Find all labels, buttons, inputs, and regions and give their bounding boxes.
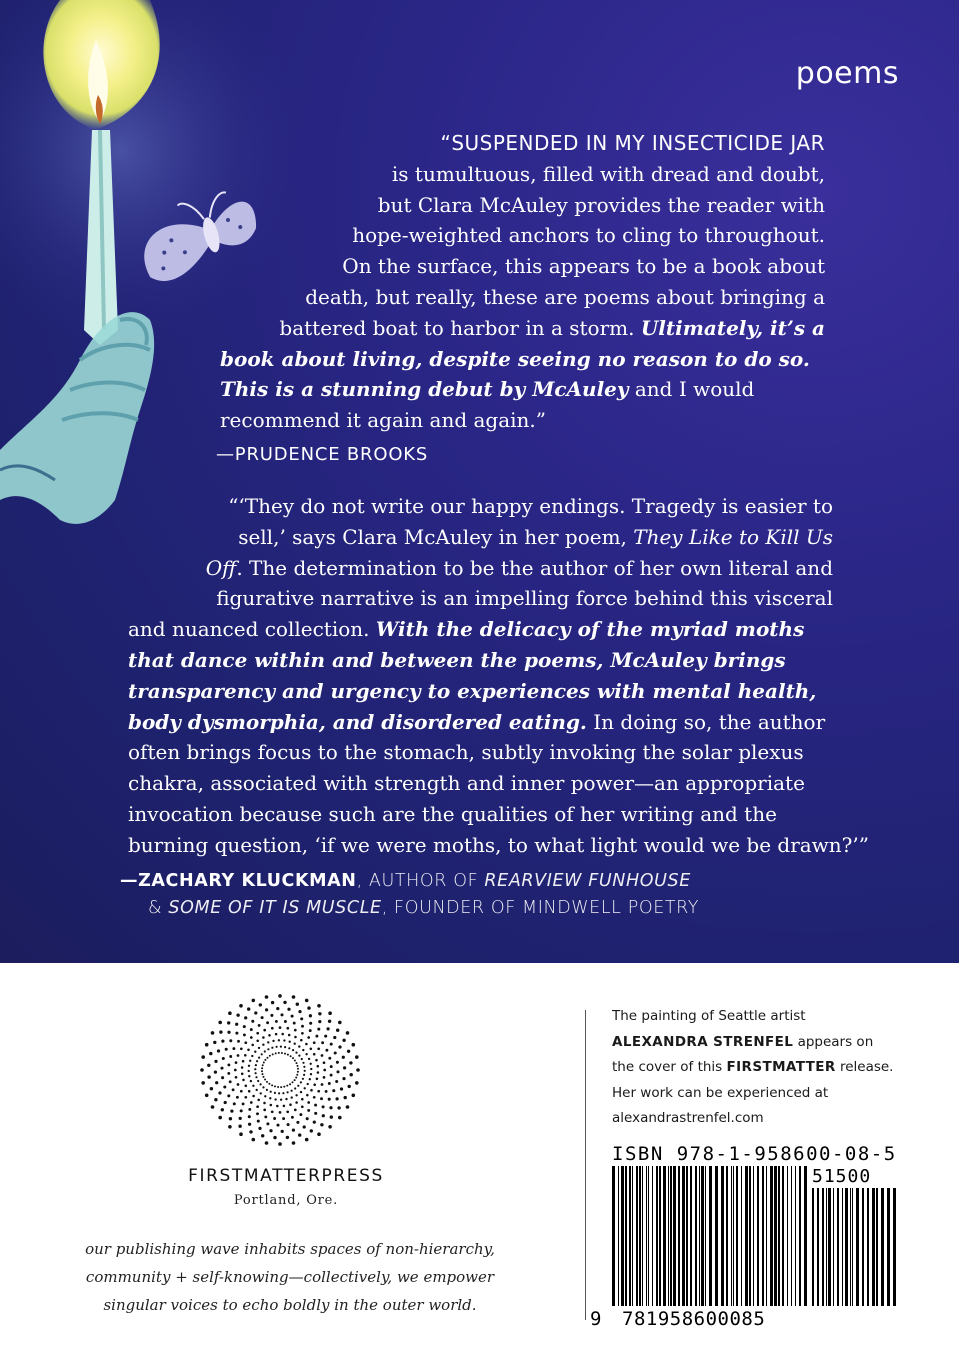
blurb2-text: . The determination to be the author of her own literal and [236,555,833,580]
barcode-digits: 781958600085 [622,1308,766,1330]
credit-text: , AUTHOR OF [356,871,485,891]
blurb2-line [128,522,833,553]
mission-line: our publishing wave inhabits spaces of non-hierarchy, [85,1240,495,1258]
mission-line: singular voices to echo boldly in the outer world. [103,1296,477,1314]
artist-line: Her work can be experienced at [612,1084,829,1101]
book-title: SOME OF IT IS MUSCLE [168,898,382,918]
blurb2-line [128,645,833,676]
blurb2-emphasis: that dance within and between the poems, McAuley brings [128,647,786,672]
artist-text: the cover of this [612,1059,727,1075]
blurb2-emphasis: With the delicacy of the myriad moths [375,617,805,642]
price-addon-barcode [812,1188,896,1306]
blurb1-emphasis: This is a stunning debut by McAuley [220,377,629,402]
publisher-name: FIRSTMATTERPRESS [188,1166,384,1186]
blurb1-text: battered boat to harbor in a storm. [279,315,641,340]
blurb2-line: “‘They do not write our happy endings. Tragedy is easier to [228,494,833,518]
credit-name: —ZACHARY KLUCKMAN [120,871,357,891]
blurb-prudence-brooks [150,128,825,436]
blurb2-emphasis: body dysmorphia, and disordered eating. [128,709,587,734]
blurb1-line [220,374,825,405]
blurb2-text: In doing so, the author [586,709,826,734]
poem-title: They Like to Kill Us [633,524,833,549]
imprint-name: FIRSTMATTER [726,1059,836,1075]
artist-website: alexandrastrenfel.com [612,1110,764,1126]
genre-label: poems [795,56,899,91]
credit-line [120,895,840,922]
artist-line [612,1055,932,1081]
blurb2-text: sell,’ says Clara McAuley in her poem, [238,524,634,549]
blurb2-line: invocation because such are the qualities of her writing and the [128,801,777,826]
blurb1-line: recommend it again and again.” [220,408,546,433]
publisher-mission [40,1235,540,1319]
barcode-first-digit: 9 [590,1308,602,1330]
isbn-barcode [612,1166,808,1306]
blurb1-heading: “SUSPENDED IN MY INSECTICIDE JAR [440,131,825,155]
artist-line: The painting of Seattle artist [612,1008,806,1024]
blurb2-line: burning question, ‘if we were moths, to what light would we be drawn?’” [128,832,869,857]
publisher-city: Portland, Ore. [233,1193,339,1208]
blurb2-line [128,707,833,738]
blurb2-line [128,614,833,645]
artist-text: release. [835,1059,894,1075]
blurb1-line: hope-weighted anchors to cling to throughout. [352,223,825,248]
mission-line: community + self-knowing—collectively, we empower [85,1268,495,1286]
blurb1-emphasis: Ultimately, it’s a [640,315,825,340]
isbn-text: ISBN 978-1-958600-08-5 [612,1143,897,1165]
blurb1-text: and I would [628,377,755,402]
credit-text: , FOUNDER OF MINDWELL POETRY [381,898,700,918]
blurb2-line [128,676,833,707]
blurb2-credit [120,868,840,922]
poem-title: Off [205,555,237,580]
blurb1-line: death, but really, these are poems about bringing a [305,284,825,309]
blurb2-emphasis: transparency and urgency to experiences with mental health, [128,678,817,703]
vertical-divider [585,1010,586,1320]
price-addon-text: 51500 [812,1166,872,1187]
artist-line [612,1030,932,1056]
blurb2-line: often brings focus to the stomach, subtly invoking the solar plexus [128,740,804,765]
book-title: REARVIEW FUNHOUSE [484,871,691,891]
blurb2-line: chakra, associated with strength and inner power—an appropriate [128,771,805,796]
blurb1-line: is tumultuous, filled with dread and doubt, [391,161,825,186]
artist-text: appears on [793,1033,874,1050]
artist-note [612,1004,932,1132]
artist-name: ALEXANDRA STRENFEL [612,1033,794,1050]
credit-line [120,868,840,895]
blurb2-line [128,553,833,584]
blurb2-text: and nuanced collection. [128,617,376,642]
credit-text: & [148,898,169,918]
blurb1-line: On the surface, this appears to be a book about [342,254,825,279]
blurb1-credit: —PRUDENCE BROOKS [216,444,429,465]
blurb1-emphasis: book about living, despite seeing no reason to do so. [220,346,810,371]
blurb1-line [220,344,825,375]
blurb-zachary-kluckman [128,491,869,861]
blurb1-line: but Clara McAuley provides the reader with [377,192,825,217]
firstmatterpress-logo [200,990,360,1150]
blurb1-line [150,313,825,344]
blurb2-line: figurative narrative is an impelling force behind this visceral [216,586,833,611]
